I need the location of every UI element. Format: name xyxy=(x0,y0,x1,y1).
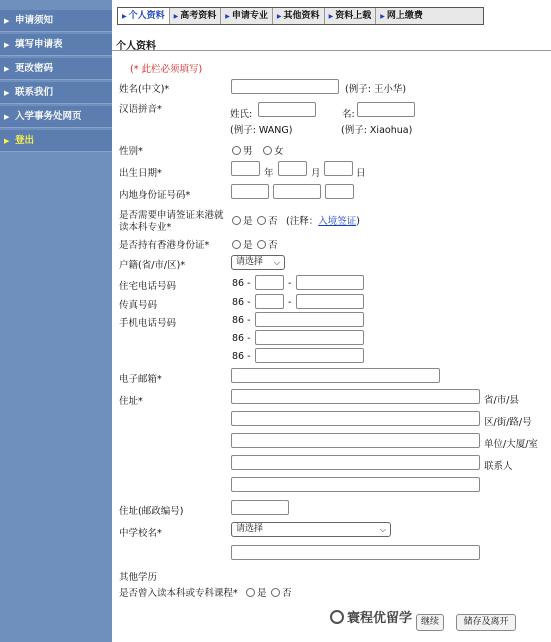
home-phone-dash: - xyxy=(288,278,292,289)
radio-icon[interactable] xyxy=(257,240,266,249)
given-name-label: 名: xyxy=(342,109,355,120)
tab-upload[interactable]: ▶ 资料上载 xyxy=(325,8,377,24)
radio-icon[interactable] xyxy=(232,240,241,249)
play-arrow-icon: ▶ xyxy=(4,17,10,25)
mobile-input-2[interactable] xyxy=(255,330,364,345)
fax-label: 传真号码 xyxy=(119,300,158,311)
tab-major[interactable]: ▶ 申请专业 xyxy=(221,8,273,24)
sidebar-item-logout[interactable] xyxy=(0,130,112,152)
address-label: 住址* xyxy=(119,396,143,407)
address-hint-1: 省/市/县 xyxy=(484,395,519,406)
name-cn-input[interactable] xyxy=(231,79,339,94)
tab-gaokao-info[interactable]: ▶ 高考资料 xyxy=(170,8,222,24)
chat-bubble-icon xyxy=(330,610,344,624)
home-phone-label: 住宅电话号码 xyxy=(119,281,177,292)
play-arrow-icon: ▶ xyxy=(4,65,10,73)
gender-female-option[interactable]: 女 xyxy=(263,143,284,157)
address-line1-input[interactable] xyxy=(231,389,480,404)
play-arrow-icon: ▶ xyxy=(4,41,10,49)
name-cn-label: 姓名(中文)* xyxy=(119,84,170,95)
hk-id-label: 是否持有香港身份证* xyxy=(119,240,210,251)
tab-arrow-icon: ▶ xyxy=(328,13,334,20)
radio-icon[interactable] xyxy=(246,588,255,597)
save-exit-button[interactable]: 储存及离开 xyxy=(456,614,516,631)
radio-icon[interactable] xyxy=(232,146,241,155)
sidebar-item-label: 登出 xyxy=(15,135,35,146)
prior-study-label: 是否曾入读本科或专科课程* xyxy=(119,588,238,599)
sidebar-item-contact-us[interactable] xyxy=(0,82,112,104)
hk-id-no-option[interactable]: 否 xyxy=(257,237,278,251)
given-name-example: (例子: Xiaohua) xyxy=(341,125,413,136)
tab-other-info[interactable]: ▶ 其他资料 xyxy=(273,8,325,24)
tab-arrow-icon: ▶ xyxy=(380,13,385,20)
divider xyxy=(112,50,551,51)
given-name-input[interactable] xyxy=(357,102,415,117)
mainland-id-part3-input[interactable] xyxy=(325,184,354,199)
home-phone-prefix: 86 - xyxy=(232,278,251,289)
email-label: 电子邮箱* xyxy=(119,374,162,385)
dob-year-label: 年 xyxy=(264,168,274,179)
page-title: 个人资料 xyxy=(116,41,156,52)
address-contact-input[interactable] xyxy=(231,455,480,470)
play-arrow-icon: ▶ xyxy=(4,89,10,97)
chevron-down-icon: ⌵ xyxy=(379,525,386,534)
watermark: 寰程优留学 xyxy=(330,607,412,626)
tab-bar xyxy=(117,7,484,25)
address-line3-input[interactable] xyxy=(231,433,480,448)
play-arrow-icon: ▶ xyxy=(4,113,10,121)
radio-icon[interactable] xyxy=(263,146,272,155)
sidebar-item-label: 填写申请表 xyxy=(15,39,63,50)
continue-button[interactable]: 继续 xyxy=(416,614,444,631)
name-cn-example: (例子: 王小华) xyxy=(345,84,407,95)
postcode-input[interactable] xyxy=(231,500,289,515)
sidebar-item-change-password[interactable] xyxy=(0,58,112,80)
address-hint-3: 单位/大厦/室 xyxy=(484,439,538,450)
household-label: 户籍(省/市/区)* xyxy=(119,260,186,271)
fax-area-input[interactable] xyxy=(255,294,284,309)
sidebar-item-admissions-page[interactable] xyxy=(0,106,112,128)
dob-day-input[interactable] xyxy=(324,161,353,176)
school-other-input[interactable] xyxy=(231,545,480,560)
hk-id-yes-option[interactable]: 是 xyxy=(232,237,253,251)
tab-arrow-icon: ▶ xyxy=(122,13,127,20)
household-select[interactable]: 请选择 ⌵ xyxy=(231,255,285,270)
school-label: 中学校名* xyxy=(119,528,162,539)
school-select[interactable]: 请选择 ⌵ xyxy=(231,522,391,537)
sidebar-item-label: 入学事务处网页 xyxy=(15,111,82,122)
radio-icon[interactable] xyxy=(232,216,241,225)
tab-arrow-icon: ▶ xyxy=(276,13,282,20)
dob-label: 出生日期* xyxy=(119,168,162,179)
mobile-prefix-2: 86 - xyxy=(232,333,251,344)
play-arrow-icon: ▶ xyxy=(4,137,10,145)
sidebar-item-fill-application[interactable] xyxy=(0,34,112,56)
surname-input[interactable] xyxy=(258,102,316,117)
address-line5-input[interactable] xyxy=(231,477,480,492)
entry-visa-link[interactable]: 入境签证 xyxy=(318,216,357,227)
dob-day-label: 日 xyxy=(356,168,366,179)
prior-study-no-option[interactable]: 否 xyxy=(271,585,292,599)
need-permit-label-line2: 读本科专业* xyxy=(119,222,172,233)
need-permit-no-option[interactable]: 否 xyxy=(257,213,278,227)
tab-personal-info[interactable]: ▶ 个人资料 xyxy=(118,8,170,24)
radio-icon[interactable] xyxy=(271,588,280,597)
prior-study-yes-option[interactable]: 是 xyxy=(246,585,267,599)
surname-example: (例子: WANG) xyxy=(230,125,293,136)
dob-month-label: 月 xyxy=(311,168,321,179)
chevron-down-icon: ⌵ xyxy=(273,258,280,267)
home-phone-area-input[interactable] xyxy=(255,275,284,290)
fax-dash: - xyxy=(288,297,292,308)
mainland-id-label: 内地身份证号码* xyxy=(119,190,191,201)
fax-prefix: 86 - xyxy=(232,297,251,308)
mainland-id-part1-input[interactable] xyxy=(231,184,269,199)
tab-arrow-icon: ▶ xyxy=(173,13,179,20)
dob-month-input[interactable] xyxy=(278,161,307,176)
main-content xyxy=(112,0,551,642)
sidebar-item-instructions[interactable] xyxy=(0,10,112,32)
mobile-label: 手机电话号码 xyxy=(119,318,177,329)
address-hint-4: 联系人 xyxy=(484,461,513,472)
tab-arrow-icon: ▶ xyxy=(225,13,230,20)
mobile-prefix-1: 86 - xyxy=(232,315,251,326)
mobile-input-3[interactable] xyxy=(255,348,364,363)
dob-year-input[interactable] xyxy=(231,161,260,176)
address-hint-2: 区/街/路/号 xyxy=(484,417,532,428)
need-permit-yes-option[interactable]: 是 xyxy=(232,213,253,227)
fax-number-input[interactable] xyxy=(296,294,364,309)
sidebar-item-label: 联系我们 xyxy=(15,87,54,98)
postcode-label: 住址(邮政编号) xyxy=(119,506,184,517)
email-input[interactable] xyxy=(231,368,440,383)
surname-label: 姓氏: xyxy=(230,109,253,120)
sidebar-item-label: 申请须知 xyxy=(15,15,54,26)
need-permit-label-line1: 是否需要申请签证来港就 xyxy=(119,210,224,221)
need-permit-note: (注释：入境签证) xyxy=(286,216,360,227)
gender-label: 性别* xyxy=(119,146,143,157)
gender-male-option[interactable]: 男 xyxy=(232,143,253,157)
mainland-id-part2-input[interactable] xyxy=(273,184,321,199)
sidebar-item-label: 更改密码 xyxy=(15,63,54,74)
radio-icon[interactable] xyxy=(257,216,266,225)
tab-online-payment[interactable]: ▶ 网上缴费 xyxy=(380,11,423,21)
address-line2-input[interactable] xyxy=(231,411,480,426)
home-phone-number-input[interactable] xyxy=(296,275,364,290)
sidebar xyxy=(0,0,112,642)
required-note: (* 此栏必须填写) xyxy=(130,64,203,75)
mobile-prefix-3: 86 - xyxy=(232,351,251,362)
other-edu-label: 其他学历 xyxy=(119,572,158,583)
mobile-input-1[interactable] xyxy=(255,312,364,327)
pinyin-label: 汉语拼音* xyxy=(119,104,162,115)
